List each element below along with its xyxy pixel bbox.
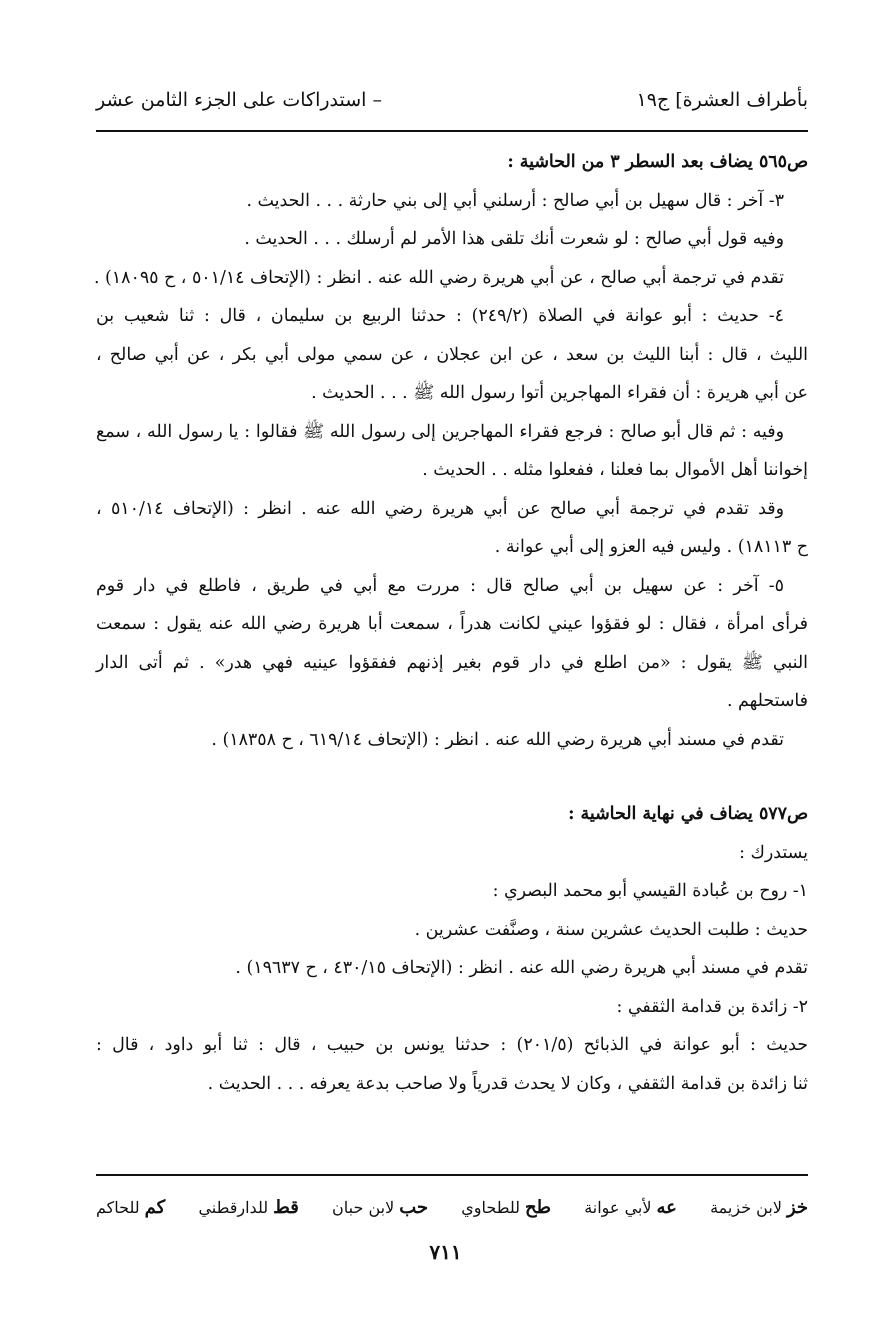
section-heading: ص٥٦٥ يضاف بعد السطر ٣ من الحاشية :: [507, 152, 808, 172]
paragraph-gap: [96, 759, 808, 795]
text-line: ٢- زائدة بن قدامة الثقفي :: [616, 996, 808, 1017]
text-line: عن أبي هريرة : أن فقراء المهاجرين أتوا رسول الله ﷺ . . . الحديث .: [311, 383, 808, 403]
text-line: إخواننا أهل الأموال بما فعلنا ، ففعلوا مثله . . الحديث .: [422, 460, 808, 480]
abbreviation-code: حب: [399, 1196, 429, 1218]
text-line: فرأى امرأة ، فقال : لو فقؤوا عيني لكانت هدراً ، سمعت أبا هريرة رضي الله عنه يقول : سمعت: [96, 614, 808, 634]
abbreviation-entry: [461, 1197, 551, 1218]
header-section-title: – استدراكات على الجزء الثامن عشر: [96, 89, 382, 111]
text-line: تقدم في مسند أبي هريرة رضي الله عنه . انظر : (الإتحاف ٦١٩/١٤ ، ح ١٨٣٥٨) .: [211, 729, 784, 750]
abbreviation-code: قط: [273, 1196, 299, 1218]
text-line: ح ١٨١١٣) . وليس فيه العزو إلى أبي عوانة .: [494, 537, 808, 557]
abbreviation-meaning: لابن خزيمة: [710, 1197, 782, 1217]
text-line: فاستحلهم .: [726, 691, 808, 711]
abbreviation-meaning: للطحاوي: [461, 1197, 521, 1217]
abbreviation-entry: [198, 1197, 298, 1218]
abbreviation-code: طح: [525, 1196, 551, 1218]
header-book-title: بأطراف العشرة] ج١٩: [636, 89, 808, 111]
text-line: تقدم في مسند أبي هريرة رضي الله عنه . انظر : (الإتحاف ٤٣٠/١٥ ، ح ١٩٦٣٧) .: [235, 958, 808, 978]
abbreviation-code: كم: [144, 1196, 166, 1218]
text-line: وفيه قول أبي صالح : لو شعرت أنك تلقى هذا الأمر لم أرسلك . . . الحديث .: [244, 229, 784, 249]
text-line: ٣- آخر : قال سهيل بن أبي صالح : أرسلني أبي إلى بني حارثة . . . الحديث .: [246, 190, 784, 211]
abbreviation-meaning: لابن حبان: [332, 1197, 395, 1217]
text-line: وفيه : ثم قال أبو صالح : فرجع فقراء المهاجرين إلى رسول الله ﷺ فقالوا : يا رسول الله ، سمع: [96, 421, 784, 442]
abbreviation-meaning: للدارقطني: [198, 1197, 269, 1217]
text-line: ٤- حديث : أبو عوانة في الصلاة (٢٤٩/٢) : حدثنا الربيع بن سليمان ، قال : ثنا شعيب بن: [96, 306, 784, 326]
text-line: وقد تقدم في ترجمة أبي صالح عن أبي هريرة رضي الله عنه . انظر : (الإتحاف ٥١٠/١٤ ،: [96, 498, 784, 519]
text-line: حديث : طلبت الحديث عشرين سنة ، وصنَّفت عشرين .: [414, 919, 808, 940]
text-line: تقدم في ترجمة أبي صالح ، عن أبي هريرة رضي الله عنه . انظر : (الإتحاف ٥٠١/١٤ ، ح ١٨٠٩٥) .: [93, 267, 784, 288]
text-line: ١- روح بن عُبادة القيسي أبو محمد البصري :: [492, 881, 808, 901]
abbreviation-entry: [96, 1197, 165, 1218]
text-line: يستدرك :: [739, 842, 808, 863]
abbreviation-entry: [710, 1197, 808, 1218]
abbreviation-meaning: لأبي عوانة: [584, 1197, 652, 1217]
abbreviation-code: عه: [656, 1196, 677, 1218]
text-line: النبي ﷺ يقول : «من اطلع في دار قوم بغير إذنهم ففقؤوا عينيه فهي هدر» . ثم أتى الدار: [96, 652, 808, 673]
abbreviations-key: [96, 1192, 808, 1222]
abbreviation-entry: [584, 1197, 677, 1218]
abbreviation-entry: [332, 1197, 428, 1218]
abbreviation-code: خز: [786, 1196, 808, 1218]
text-line: ٥- آخر : عن سهيل بن أبي صالح قال : مررت مع أبي في طريق ، فاطلع في دار قوم: [96, 575, 784, 596]
running-header: [96, 82, 808, 118]
text-line: الليث ، قال : أبنا الليث بن سعد ، عن ابن عجلان ، عن سمي مولى أبي بكر ، عن أبي صالح ،: [96, 344, 808, 365]
abbreviation-meaning: للحاكم: [96, 1197, 140, 1217]
page-number: ٧١١: [429, 1240, 462, 1264]
section-heading: ص٥٧٧ يضاف في نهاية الحاشية :: [568, 804, 808, 824]
header-rule: [96, 130, 808, 132]
text-line: ثنا زائدة بن قدامة الثقفي ، وكان لا يحدث قدرياً ولا صاحب بدعة يعرفه . . . الحديث .: [207, 1073, 808, 1094]
main-text: [93, 143, 808, 1103]
footer-rule: [96, 1174, 808, 1176]
text-line: حديث : أبو عوانة في الذبائح (٢٠١/٥) : حدثنا يونس بن حبيب ، قال : ثنا أبو داود ، قال :: [96, 1035, 808, 1055]
